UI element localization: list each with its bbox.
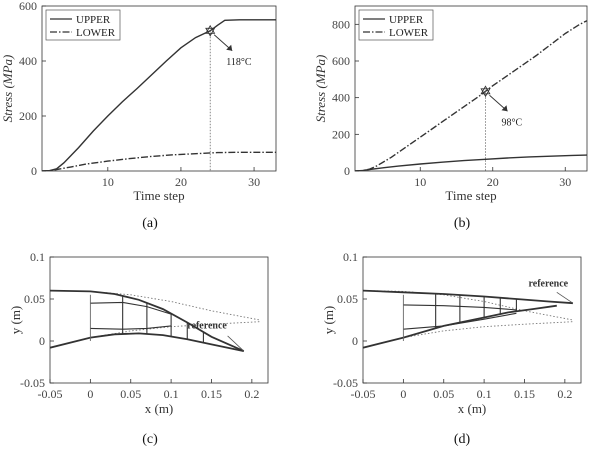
xtick-label: -0.05 — [37, 387, 63, 401]
ytick-label: 0 — [39, 334, 45, 348]
series-group — [363, 291, 573, 348]
ytick-label: -0.05 — [20, 376, 45, 390]
panel-c — [8, 250, 268, 447]
x-axis-label: Time step — [133, 188, 185, 203]
xtick-label: 0.2 — [244, 387, 260, 401]
xtick-label: 0.05 — [120, 387, 142, 401]
marker-label: 118°C — [226, 56, 252, 68]
ytick-label: 200 — [19, 109, 37, 123]
xtick-label: 0.05 — [433, 387, 455, 401]
xtick-label: 20 — [174, 175, 187, 189]
series-line-deformed-lower — [50, 333, 244, 351]
panel-caption: (b) — [453, 216, 471, 231]
ytick-label: 400 — [19, 54, 37, 68]
panel-caption: (a) — [142, 216, 158, 231]
series-line-reference-lower — [363, 322, 573, 348]
x-axis-label: x (m) — [457, 401, 487, 416]
xtick-label: 30 — [248, 175, 261, 189]
xtick-label: 30 — [559, 175, 572, 189]
series-group — [50, 291, 260, 352]
reference-label: reference — [187, 320, 227, 332]
legend-label: LOWER — [76, 27, 116, 39]
xtick-label: -0.05 — [350, 387, 376, 401]
y-axis-label: Stress (MPa) — [0, 54, 15, 123]
ytick-label: 0.1 — [343, 250, 358, 264]
reference-label: reference — [528, 278, 569, 290]
y-axis-label: y (m) — [8, 305, 23, 335]
ytick-label: 600 — [332, 54, 350, 68]
panel-a — [0, 0, 276, 231]
series-line-deformed-upper — [363, 291, 573, 304]
xtick-label: 0.2 — [557, 387, 573, 401]
panel-caption: (c) — [142, 432, 158, 447]
xtick-label: 0 — [400, 387, 407, 401]
xtick-label: 10 — [414, 175, 427, 189]
ytick-label: 0 — [31, 164, 37, 178]
ytick-label: -0.05 — [333, 376, 358, 390]
xtick-label: 0.15 — [513, 387, 535, 401]
ytick-label: 400 — [332, 90, 350, 105]
series-group — [42, 20, 276, 171]
ytick-label: 0.1 — [30, 250, 45, 264]
ytick-label: 0.05 — [24, 292, 45, 306]
xtick-label: 20 — [486, 175, 499, 189]
panel-caption: (d) — [453, 432, 471, 447]
marker-label: 98°C — [501, 117, 523, 129]
x-axis-label: x (m) — [144, 401, 174, 416]
xtick-label: 0.1 — [476, 387, 492, 401]
ytick-label: 200 — [332, 127, 350, 142]
xtick-label: 0.1 — [163, 387, 179, 401]
panel-b — [313, 6, 587, 231]
series-line-lower — [355, 21, 587, 171]
ytick-label: 0.05 — [337, 292, 358, 306]
series-line-lower-chord — [90, 326, 171, 329]
ytick-label: 0 — [344, 164, 350, 178]
legend-label: UPPER — [76, 14, 111, 26]
series-line-lower — [42, 152, 276, 171]
ytick-label: 600 — [19, 0, 37, 13]
x-axis-label: Time step — [445, 188, 497, 203]
ytick-label: 0 — [352, 334, 358, 348]
xtick-label: 0 — [87, 387, 94, 401]
series-line-upper — [42, 20, 276, 171]
panel-d — [321, 250, 581, 447]
series-group — [355, 21, 587, 171]
axes-box — [50, 257, 268, 383]
y-axis-label: Stress (MPa) — [313, 54, 328, 123]
legend-label: LOWER — [389, 27, 429, 39]
xtick-label: 10 — [101, 175, 114, 189]
legend-label: UPPER — [389, 14, 424, 26]
xtick-label: 0.15 — [200, 387, 222, 401]
ytick-label: 800 — [332, 17, 350, 32]
y-axis-label: y (m) — [321, 305, 336, 335]
